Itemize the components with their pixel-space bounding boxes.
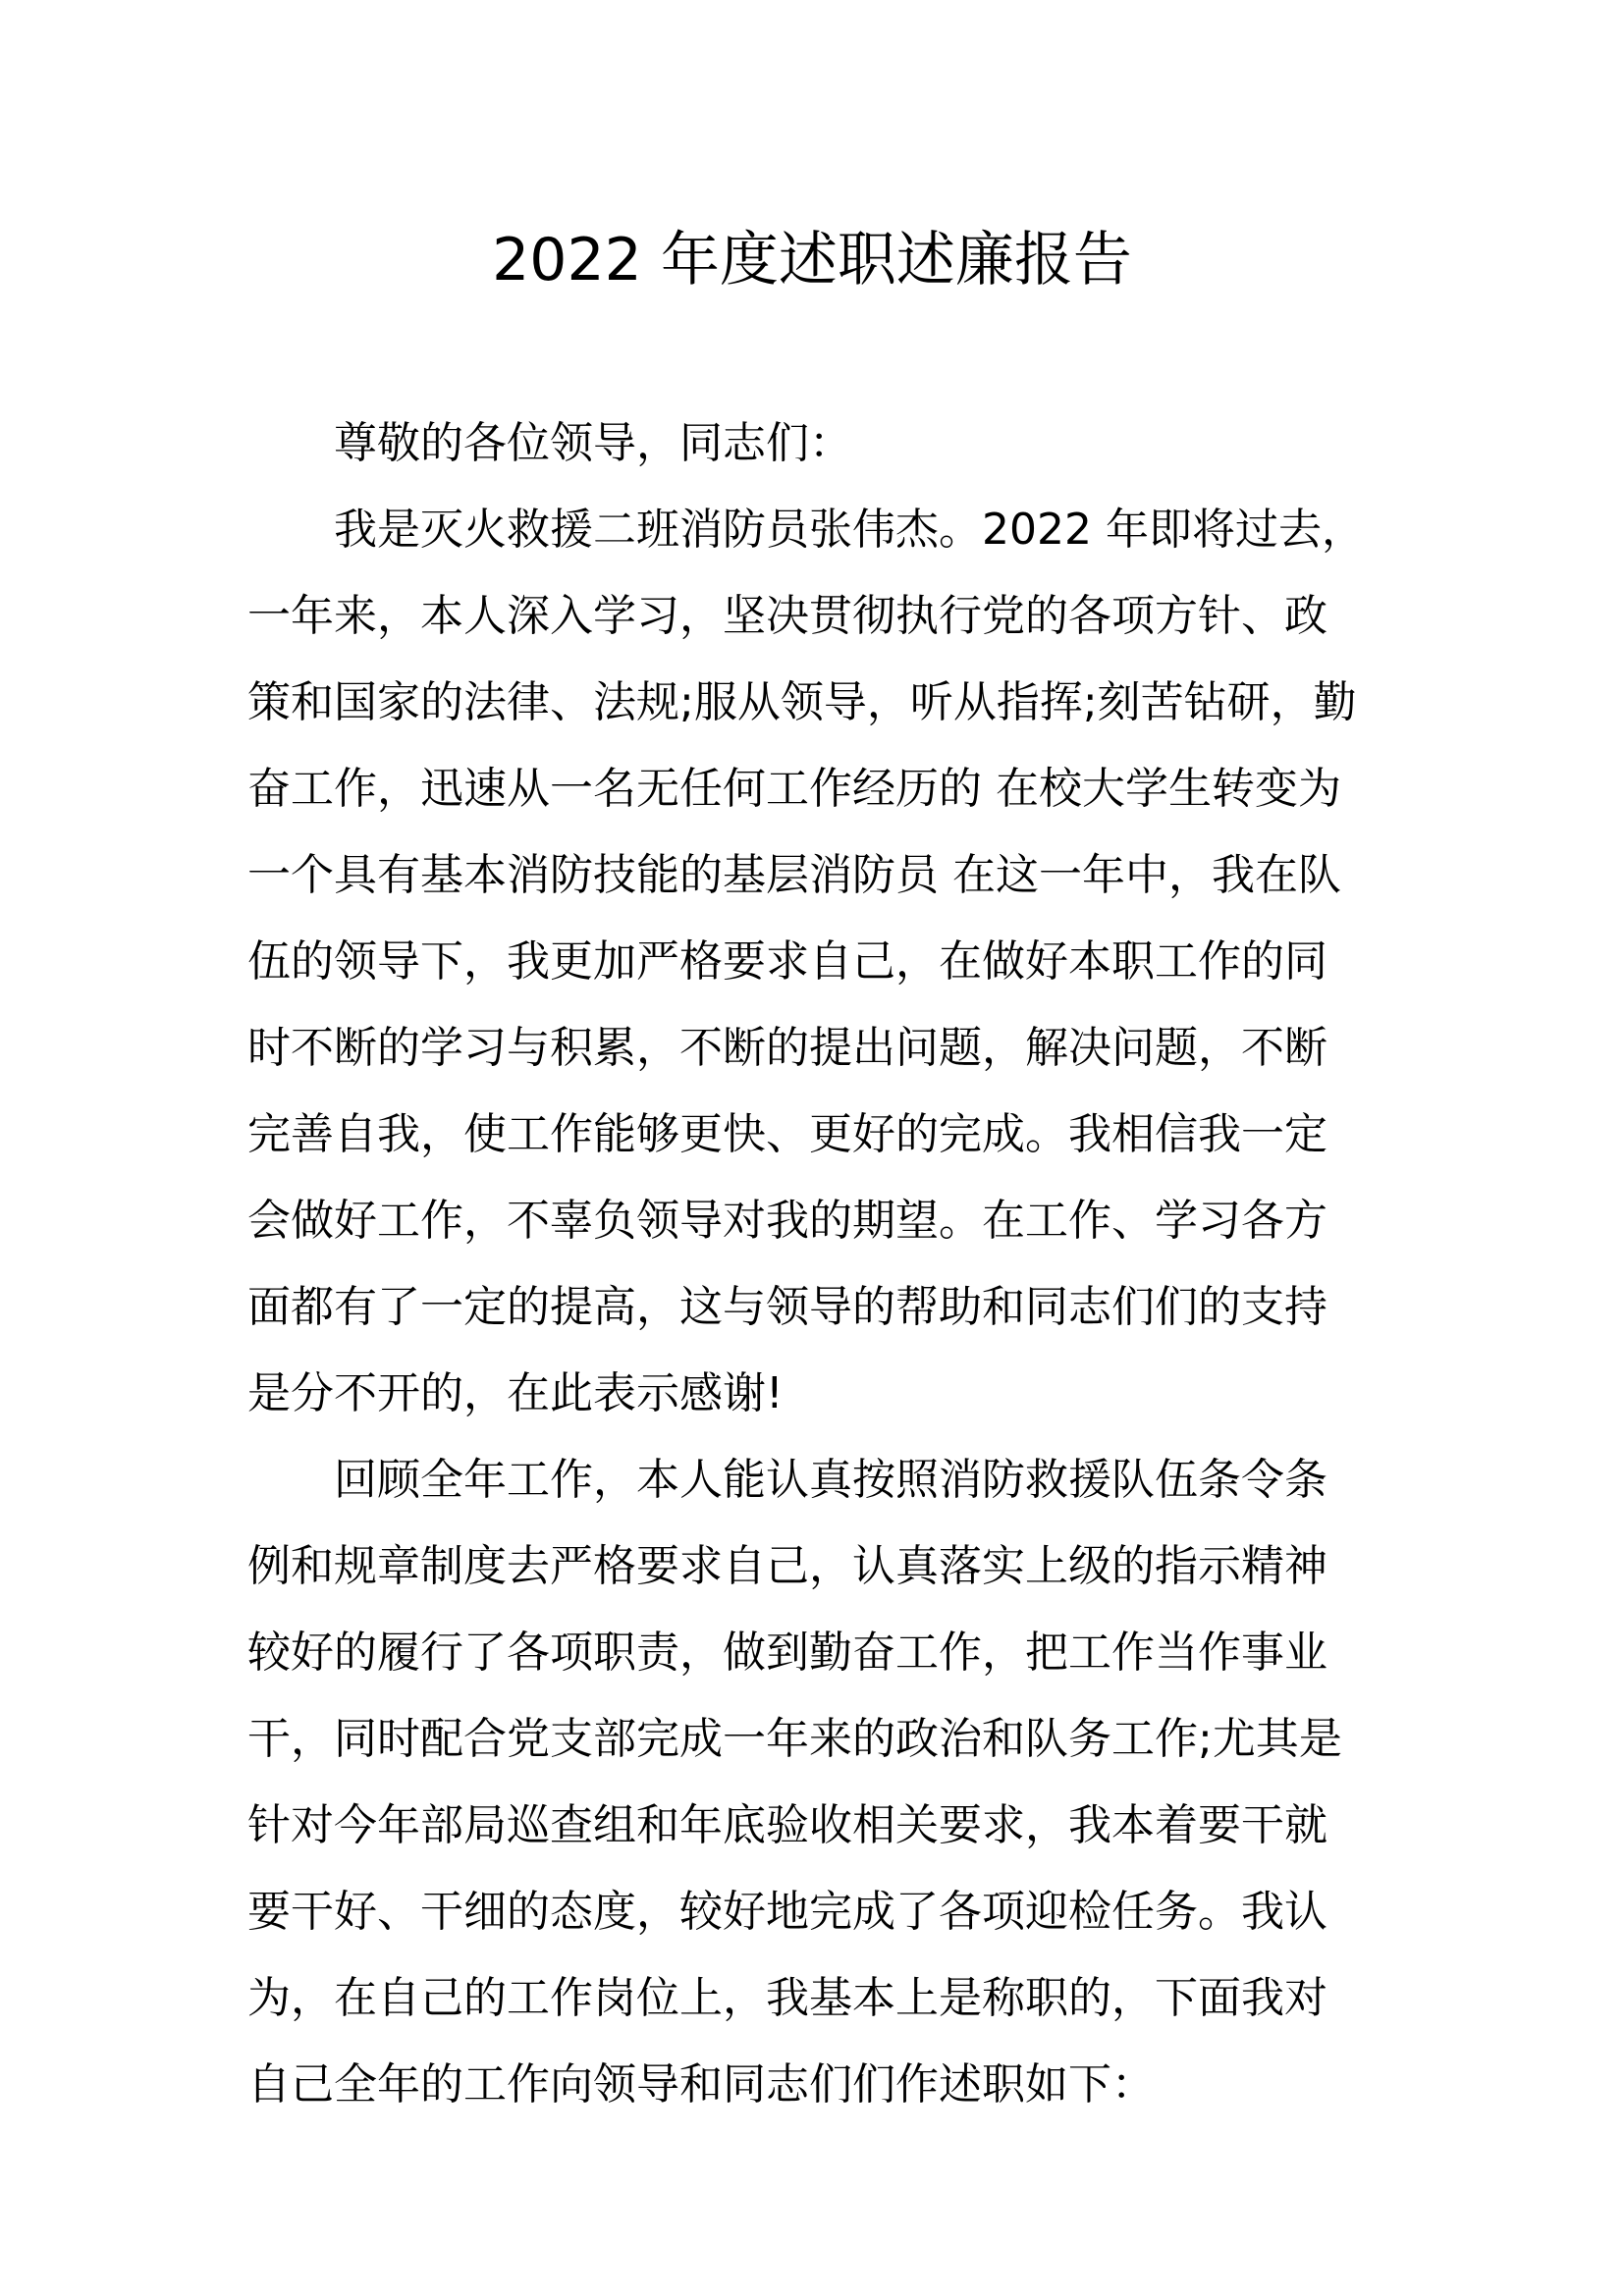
body-text-line: 尊敬的各位领导，同志们：	[334, 418, 852, 468]
body-text-line: 针对今年部局巡查组和年底验收相关要求，我本着要干就	[247, 1800, 1327, 1850]
body-text-line: 奋工作，迅速从一名无任何工作经历的 在校大学生转变为	[247, 764, 1341, 814]
body-text-line: 要干好、干细的态度，较好地完成了各项迎检任务。我认	[247, 1887, 1327, 1937]
body-text-line: 策和国家的法律、法规;服从领导，听从指挥;刻苦钻研，勤	[247, 677, 1357, 727]
body-text-line: 回顾全年工作，本人能认真按照消防救援队伍条令条	[334, 1455, 1327, 1505]
body-text-line: 一个具有基本消防技能的基层消防员 在这一年中，我在队	[247, 850, 1341, 900]
body-text-line: 干，同时配合党支部完成一年来的政治和队务工作;尤其是	[247, 1714, 1342, 1764]
document-body	[247, 400, 1386, 2128]
body-text-line: 伍的领导下，我更加严格要求自己，在做好本职工作的同	[247, 936, 1327, 987]
body-text-line: 时不断的学习与积累，不断的提出问题，解决问题，不断	[247, 1023, 1327, 1073]
body-text-line: 自己全年的工作向领导和同志们们作述职如下：	[247, 2059, 1155, 2109]
body-text-line: 完善自我，使工作能够更快、更好的完成。我相信我一定	[247, 1109, 1327, 1159]
body-text-line: 面都有了一定的提高，这与领导的帮助和同志们们的支持	[247, 1282, 1327, 1332]
body-text-line: 一年来，本人深入学习，坚决贯彻执行党的各项方针、政	[247, 591, 1327, 641]
body-text-line: 为，在自己的工作岗位上，我基本上是称职的，下面我对	[247, 1973, 1327, 2023]
document-title: 2022 年度述职述廉报告	[492, 226, 1132, 294]
body-text-line: 例和规章制度去严格要求自己，认真落实上级的指示精神	[247, 1541, 1327, 1591]
body-text-line: 是分不开的，在此表示感谢!	[247, 1368, 784, 1418]
body-text-line: 我是灭火救援二班消防员张伟杰。2022 年即将过去，	[334, 505, 1365, 555]
body-text-line: 较好的履行了各项职责，做到勤奋工作，把工作当作事业	[247, 1628, 1327, 1678]
body-text-line: 会做好工作，不辜负领导对我的期望。在工作、学习各方	[247, 1196, 1327, 1246]
